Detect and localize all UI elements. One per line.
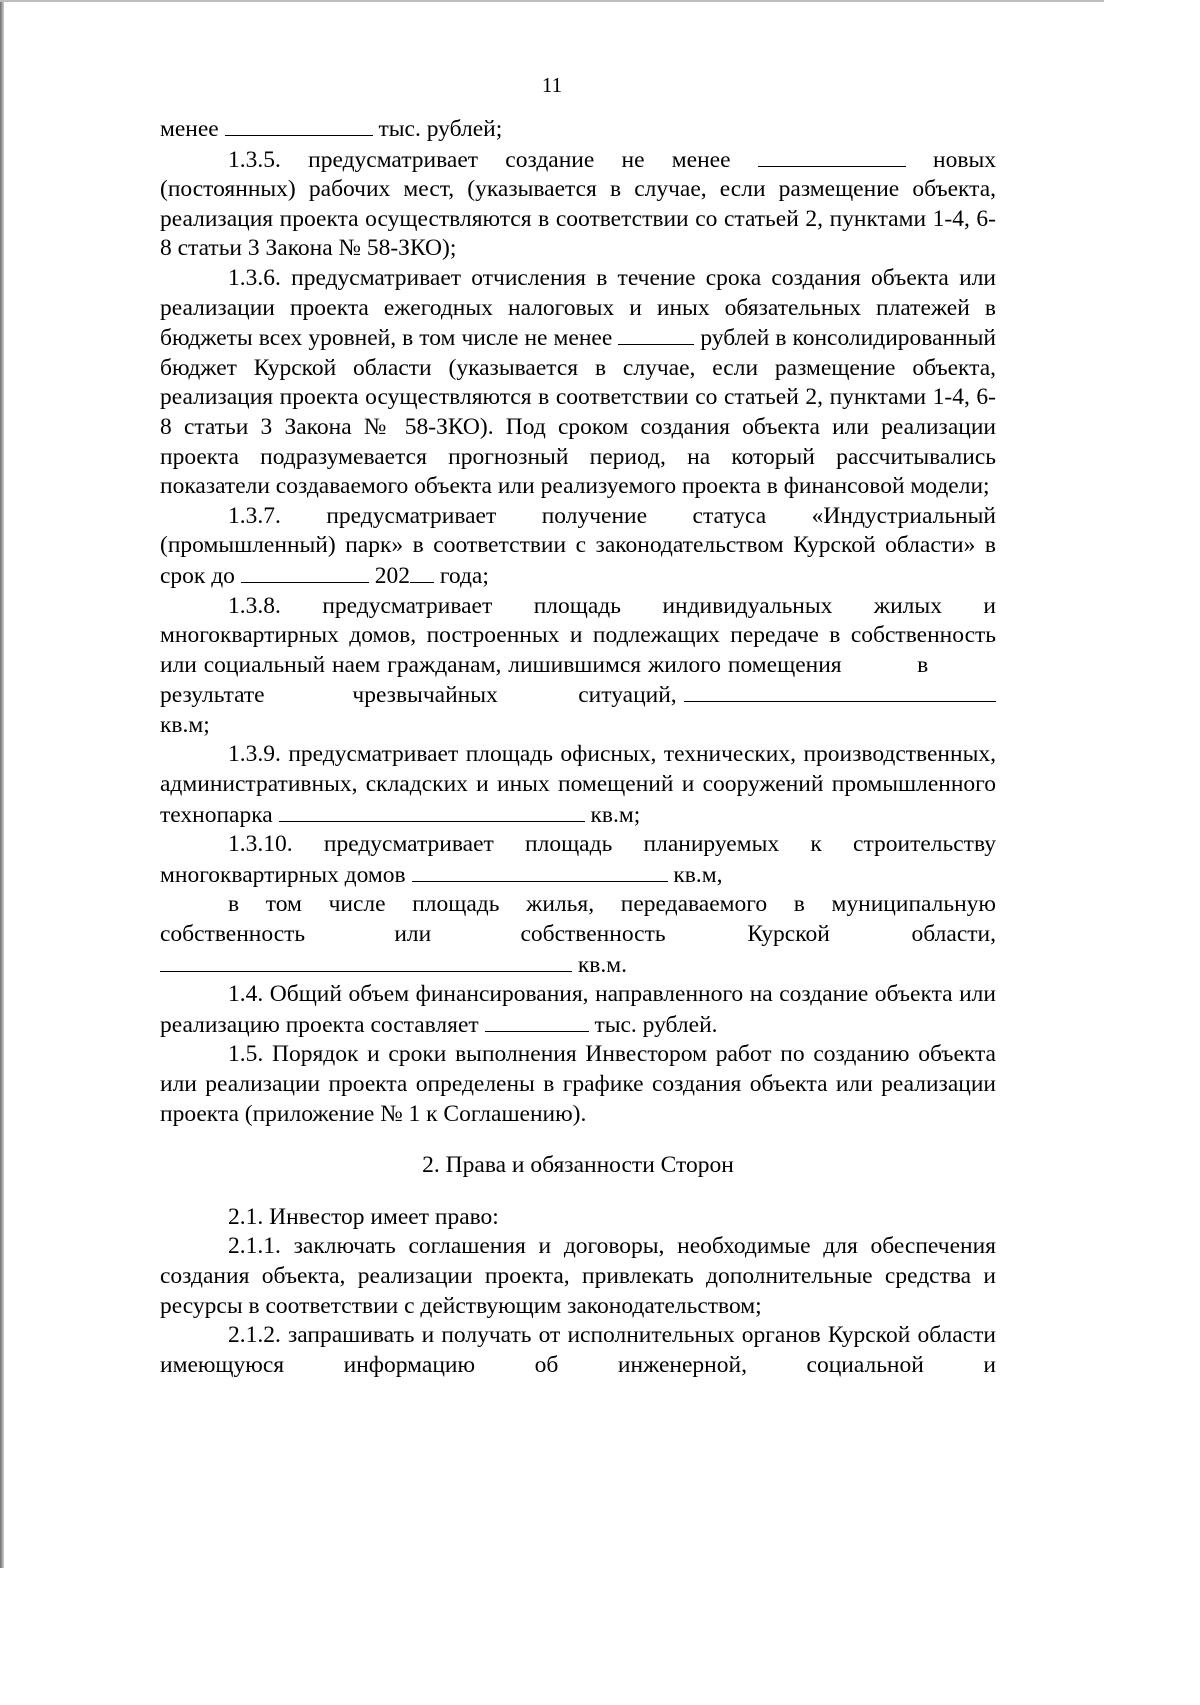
paragraph-1-3-6: 1.3.6. предусматривает отчисления в течение срока создания объекта или реализации проекта ежегодных налоговых и иных обязательных платежей в бюджеты всех уровней, в том числе не менее рублей в консолидированный бюджет Курской области (указывается в случае, если размещение объекта, реализация проекта осуществляются в соответствии со статьей 2, пунктами 1-4, 6-8 статьи 3 Закона № 58-ЗКО). Под сроком создания объекта или реализации проекта подразумевается прогнозный период, на который рассчитывались показатели создаваемого объекта или реализуемого проекта в финансовой модели; xyxy=(160,264,996,500)
paragraph-amount-continuation: менее тыс. рублей; xyxy=(160,116,503,142)
paragraph-2-1-2: 2.1.2. запрашивать и получать от исполнительных органов Курской области имеющуюся информацию об инженерной, социальной и xyxy=(160,1322,996,1378)
paragraph-1-3-10: 1.3.10. предусматривает площадь планируемых к строительству многоквартирных домов кв.м, xyxy=(160,831,996,888)
paragraph-1-4: 1.4. Общий объем финансирования, направленного на создание объекта или реализацию проекта составляет тыс. рублей. xyxy=(160,981,996,1038)
section-heading: 2. Права и обязанности Сторон xyxy=(422,1152,734,1179)
paragraph-1-3-8: 1.3.8. предусматривает площадь индивидуальных жилых и многоквартирных домов, построенных и подлежащих передаче в собственность или социальный наем гражданам, лишившимся жилого помещения в результате чрезвычайных ситуаций, кв.м; xyxy=(160,592,996,738)
paragraph-municipal-housing: в том числе площадь жилья, передаваемого в муниципальную собственность или собственность Курской области, кв.м. xyxy=(160,891,996,978)
scan-edge xyxy=(0,0,4,1568)
paragraph-1-3-9: 1.3.9. предусматривает площадь офисных, технических, производственных, административных, складских и иных помещений и сооружений промышленного технопарка кв.м; xyxy=(160,741,996,828)
document-body xyxy=(160,114,996,1380)
paragraph-1-5: 1.5. Порядок и сроки выполнения Инвестором работ по созданию объекта или реализации проекта определены в графике создания объекта или реализации проекта (приложение № 1 к Соглашению). xyxy=(160,1041,996,1127)
scan-edge-top xyxy=(0,0,1104,2)
paragraph-1-3-7: 1.3.7. предусматривает получение статуса «Индустриальный (промышленный) парк» в соответствии с законодательством Курской области» в срок до 202 года; xyxy=(160,502,996,589)
paragraph-2-1-1: 2.1.1. заключать соглашения и договоры, необходимые для обеспечения создания объекта, реализации проекта, привлекать дополнительные средства и ресурсы в соответствии с действующим законодательством; xyxy=(160,1233,996,1319)
paragraph-1-3-5: 1.3.5. предусматривает создание не менее новых (постоянных) рабочих мест, (указывается в случае, если размещение объекта, реализация проекта осуществляются в соответствии со статьей 2, пунктами 1-4, 6-8 статьи 3 Закона № 58-ЗКО); xyxy=(160,146,997,262)
page-number: 11 xyxy=(541,73,563,97)
paragraph-2-1: 2.1. Инвестор имеет право: xyxy=(228,1203,499,1230)
